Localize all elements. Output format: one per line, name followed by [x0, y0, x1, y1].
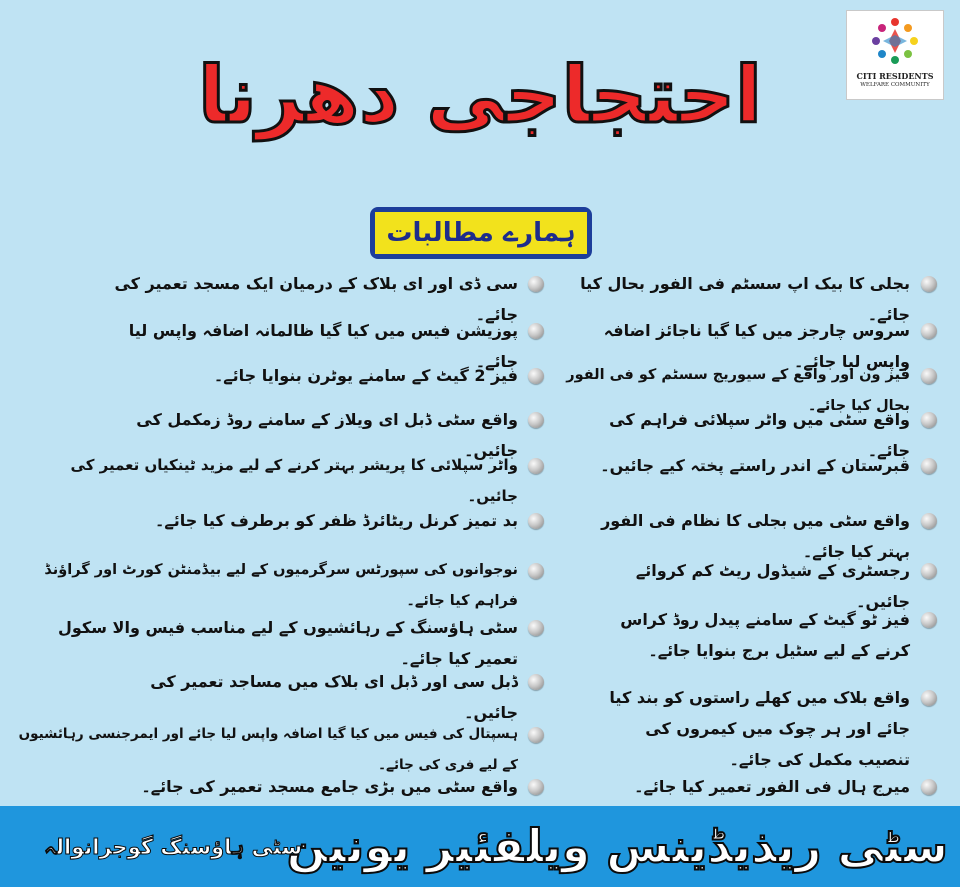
bullet-icon — [921, 513, 937, 529]
demand-item: فیز ون اور واقع کے سیوریج سسٹم کو فی الفور بحال کیا جائے۔ — [566, 367, 910, 414]
bullet-icon — [921, 563, 937, 579]
bullet-icon — [528, 727, 544, 743]
bullet-icon — [528, 412, 544, 428]
citi-residents-logo — [846, 10, 944, 100]
bullet-icon — [528, 368, 544, 384]
bullet-icon — [528, 620, 544, 636]
bullet-icon — [528, 779, 544, 795]
demand-item: سروس چارجز میں کیا گیا ناجائز اضافہ واپس لیا جائے۔ — [603, 321, 910, 371]
demands-heading: ہمارے مطالبات — [375, 212, 587, 254]
demand-item: نوجوانوں کی سپورٹس سرگرمیوں کے لیے بیڈمنٹن کورٹ اور گراؤنڈ فراہم کیا جائے۔ — [44, 562, 518, 609]
bullet-icon — [528, 513, 544, 529]
demand-item: واقع بلاک میں کھلے راستوں کو بند کیا جائے اور ہر چوک میں کیمروں کی تنصیب مکمل کی جائے۔ — [609, 688, 910, 769]
demand-item: ڈبل سی اور ڈبل ای بلاک میں مساجد تعمیر کی جائیں۔ — [150, 672, 518, 722]
demand-item: میرج ہال فی الفور تعمیر کیا جائے۔ — [634, 777, 910, 796]
bullet-icon — [921, 276, 937, 292]
demand-item: قبرستان کے اندر راستے پختہ کیے جائیں۔ — [600, 456, 910, 475]
bullet-icon — [528, 563, 544, 579]
demand-item: واقع سٹی میں بجلی کا نظام فی الفور بہتر کیا جائے۔ — [601, 511, 910, 561]
people-circle-logo-icon — [871, 17, 919, 65]
bullet-icon — [921, 368, 937, 384]
demand-item: فیز ٹو گیٹ کے سامنے پیدل روڈ کراس کرنے کے لیے سٹیل برج بنوایا جائے۔ — [620, 610, 910, 660]
bullet-icon — [528, 674, 544, 690]
bullet-icon — [921, 779, 937, 795]
demand-item: بجلی کا بیک اپ سسٹم فی الفور بحال کیا جائے۔ — [580, 274, 910, 324]
bullet-icon — [921, 412, 937, 428]
bullet-icon — [921, 323, 937, 339]
main-title: احتجاجی دھرنا — [198, 51, 762, 141]
demands-heading-box — [370, 207, 592, 259]
demand-item: فیز 2 گیٹ کے سامنے یوٹرن بنوایا جائے۔ — [213, 366, 518, 385]
demand-item: سی ڈی اور ای بلاک کے درمیان ایک مسجد تعمیر کی جائے۔ — [114, 274, 518, 324]
demand-item: پوزیشن فیس میں کیا گیا ظالمانہ اضافہ واپس لیا جائے۔ — [128, 321, 518, 371]
bullet-icon — [921, 612, 937, 628]
demand-item: واقع سٹی ڈبل ای ویلاز کے سامنے روڈ زمکمل کی جائیں۔ — [136, 410, 518, 460]
demand-item: واقع سٹی میں واٹر سپلائی فراہم کی جائے۔ — [609, 410, 910, 460]
demand-item: رجسٹری کے شیڈول ریٹ کم کروائے جائیں۔ — [635, 561, 910, 611]
demand-item: سٹی ہاؤسنگ کے رہائشیوں کے لیے مناسب فیس والا سکول تعمیر کیا جائے۔ — [58, 618, 518, 668]
footer-location: سٹی ہاؤسنگ گوجرانوالہ — [43, 835, 303, 859]
logo-line-2: WELFARE COMMUNITY — [860, 82, 930, 88]
bullet-icon — [528, 276, 544, 292]
footer-union-name: سٹی ریذیڈینس ویلفئیر یونین — [286, 819, 948, 873]
bullet-icon — [921, 458, 937, 474]
bullet-icon — [921, 690, 937, 706]
demand-item: واقع سٹی میں بڑی جامع مسجد تعمیر کی جائے۔ — [141, 777, 518, 796]
footer-banner — [0, 806, 960, 887]
logo-line-1: CITI RESIDENTS — [856, 71, 934, 81]
bullet-icon — [528, 323, 544, 339]
demand-item: بد تمیز کرنل ریٹائرڈ ظفر کو برطرف کیا جائے۔ — [154, 511, 518, 530]
demand-item: واٹر سپلائی کا پریشر بہتر کرنے کے لیے مزید ٹینکیاں تعمیر کی جائیں۔ — [70, 456, 518, 505]
demand-item: ہسپتال کی فیس میں کیا گیا اضافہ واپس لیا جائے اور ایمرجنسی رہائشیوں کے لیے فری کی جائے۔ — [18, 726, 518, 773]
bullet-icon — [528, 458, 544, 474]
